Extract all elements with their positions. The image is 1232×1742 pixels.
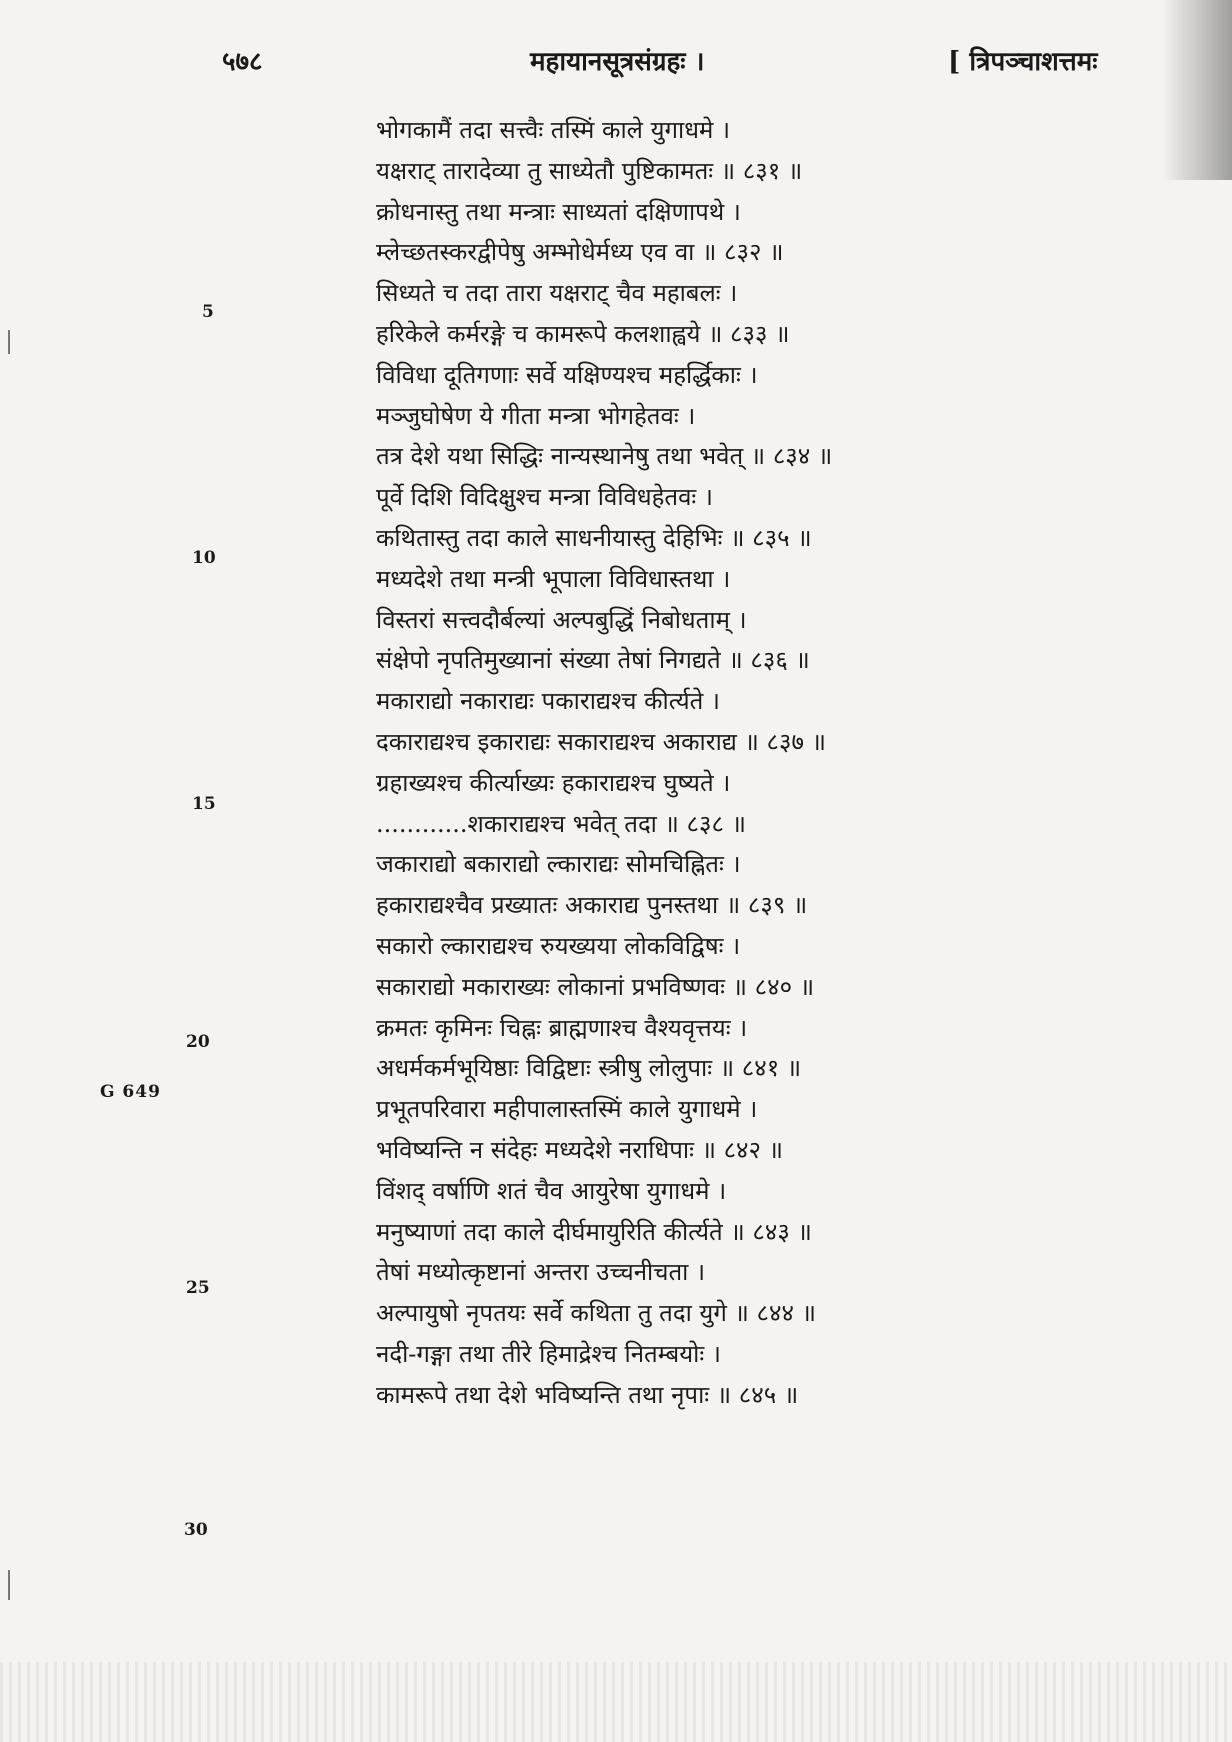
running-title: महायानसूत्रसंग्रहः ।	[530, 47, 705, 77]
line-number: 30	[184, 1520, 208, 1540]
margin-mark	[8, 330, 10, 354]
line-number: 25	[186, 1278, 210, 1298]
margin-reference: G 649	[100, 1082, 161, 1102]
verse-line: म्लेच्छतस्करद्वीपेषु अम्भोधेर्मध्य एव वा ॥ ८३२ ॥	[376, 238, 784, 267]
verse-line: सकाराद्यो मकाराख्यः लोकानां प्रभविष्णवः ॥ ८४० ॥	[376, 972, 815, 1001]
verse-line: प्रभूतपरिवारा महीपालास्तस्मिं काले युगाधमे ।	[376, 1095, 758, 1124]
verse-line: सकारो ल्काराद्यश्च रुयख्यया लोकविद्विषः ।	[376, 931, 741, 960]
verse-line: अधर्मकर्मभूयिष्ठाः विद्विष्टाः स्त्रीषु लोलुपाः ॥ ८४१ ॥	[376, 1054, 802, 1083]
verse-line: हकाराद्यश्चैव प्रख्यातः अकाराद्य पुनस्तथा ॥ ८३९ ॥	[376, 891, 808, 920]
verse-line: पूर्वे दिशि विदिक्षुश्च मन्त्रा विविधहेतवः ।	[376, 483, 713, 512]
verse-line: क्रमतः कृमिनः चिह्नः ब्राह्मणाश्च वैश्यवृत्तयः ।	[376, 1013, 748, 1042]
verse-line: जकाराद्यो बकाराद्यो ल्काराद्यः सोमचिह्नितः ।	[376, 850, 741, 879]
verse-line: क्रोधनास्तु तथा मन्त्राः साध्यतां दक्षिणापथे ।	[376, 197, 741, 226]
verse-line: भोगकामैं तदा सत्त्वैः तस्मिं काले युगाधमे ।	[376, 116, 731, 144]
verse-line: कामरूपे तथा देशे भविष्यन्ति तथा नृपाः ॥ ८४५ ॥	[376, 1380, 799, 1409]
line-number: 10	[192, 548, 216, 568]
verse-line: विविधा दूतिगणाः सर्वे यक्षिण्यश्च महर्द्धिकाः ।	[376, 360, 758, 389]
line-number: 5	[202, 302, 214, 322]
verse-line: मञ्जुघोषेण ये गीता मन्त्रा भोगहेतवः ।	[376, 401, 696, 430]
verse-line: नदी-गङ्गा तथा तीरे हिमाद्रेश्च नितम्बयोः ।	[376, 1339, 721, 1368]
verse-line: विस्तरां सत्त्वदौर्बल्यां अल्पबुद्धिं निबोधताम् ।	[376, 605, 747, 634]
verse-line: तत्र देशे यथा सिद्धिः नान्यस्थानेषु तथा भवेत् ॥ ८३४ ॥	[376, 442, 833, 471]
verse-line: अल्पायुषो नृपतयः सर्वे कथिता तु तदा युगे ॥ ८४४ ॥	[376, 1299, 816, 1328]
page-number: ५७८	[222, 47, 263, 77]
line-number: 20	[186, 1032, 210, 1052]
verse-line: विंशद् वर्षाणि शतं चैव आयुरेषा युगाधमे ।	[376, 1176, 727, 1205]
verse-line: मनुष्याणां तदा काले दीर्घमायुरिति कीर्त्यते ॥ ८४३ ॥	[376, 1217, 812, 1246]
verse-line: मकाराद्यो नकाराद्यः पकाराद्यश्च कीर्त्यते ।	[376, 687, 721, 716]
verse-line: तेषां मध्योत्कृष्टानां अन्तरा उच्चनीचता ।	[376, 1258, 706, 1287]
verse-line: भविष्यन्ति न संदेहः मध्यदेशे नराधिपाः ॥ ८४२ ॥	[376, 1135, 784, 1164]
verse-line: दकाराद्यश्च इकाराद्यः सकाराद्यश्च अकाराद्य ॥ ८३७ ॥	[376, 727, 826, 756]
scan-edge-shadow	[1162, 0, 1232, 180]
verse-line: सिध्यते च तदा तारा यक्षराट् चैव महाबलः ।	[376, 279, 738, 308]
scan-noise	[0, 1662, 1232, 1742]
margin-mark	[8, 1570, 10, 1600]
verse-line: ग्रहाख्यश्च कीर्त्याख्यः हकाराद्यश्च घुष्यते ।	[376, 768, 731, 797]
verse-block	[376, 110, 996, 1416]
verse-line: हरिकेले कर्मरङ्गे च कामरूपे कलशाह्वये ॥ ८३३ ॥	[376, 319, 790, 348]
line-number: 15	[192, 794, 216, 814]
verse-line: ............शकाराद्यश्च भवेत् तदा ॥ ८३८ ॥	[376, 809, 746, 838]
section-heading: [ त्रिपञ्चाशत्तमः	[948, 47, 1098, 77]
verse-line: कथितास्तु तदा काले साधनीयास्तु देहिभिः ॥ ८३५ ॥	[376, 523, 812, 552]
verse-line: मध्यदेशे तथा मन्त्री भूपाला विविधास्तथा ।	[376, 564, 731, 593]
verse-line: यक्षराट् तारादेव्या तु साध्येतौ पुष्टिकामतः ॥ ८३१ ॥	[376, 156, 803, 185]
verse-line: संक्षेपो नृपतिमुख्यानां संख्या तेषां निगद्यते ॥ ८३६ ॥	[376, 646, 810, 675]
